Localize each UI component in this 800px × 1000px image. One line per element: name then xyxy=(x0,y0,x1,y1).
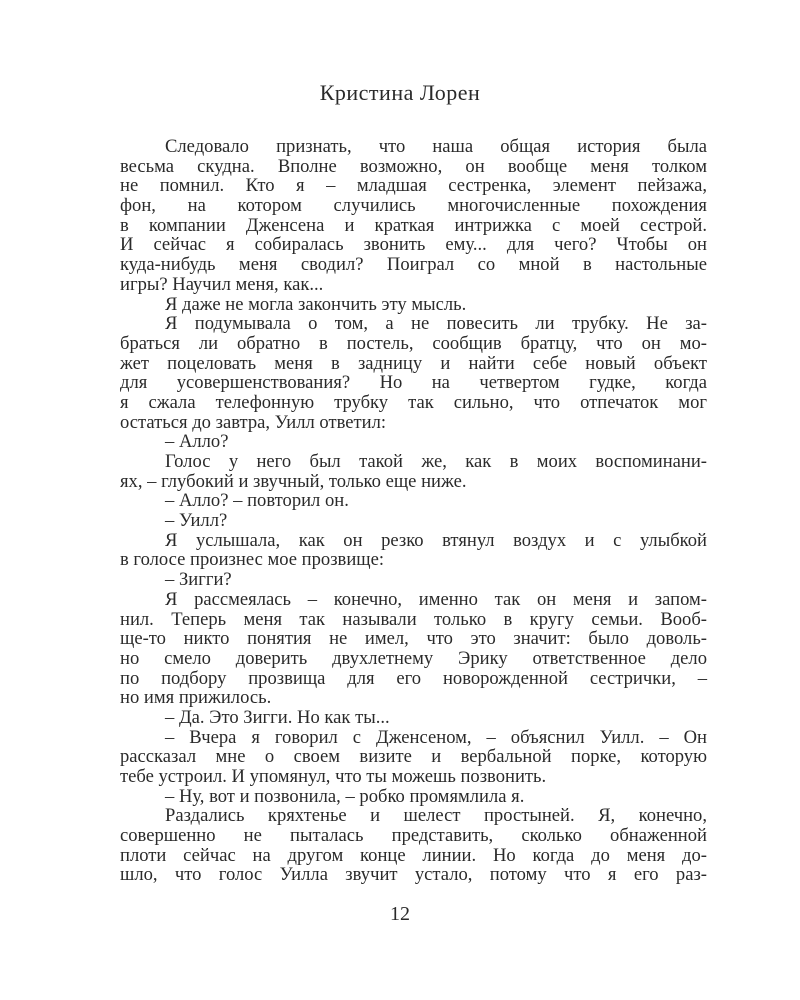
text-line: тебе устроил. И упомянул, что ты можешь позвонить. xyxy=(120,766,547,787)
running-header-author: Кристина Лорен xyxy=(319,80,481,105)
text-line: – Вчера я говорил с Дженсеном, – объяснил Уилл. – Он xyxy=(165,726,707,748)
text-line: но смело доверить двухлетнему Эрику ответственное дело xyxy=(120,647,707,669)
text-line: я сжала телефонную трубку так сильно, что отпечаток мог xyxy=(120,391,707,413)
text-line: весьма скудна. Вполне возможно, он вообще меня толком xyxy=(120,155,707,177)
text-line: – Ну, вот и позвонила, – робко промямлила я. xyxy=(165,785,525,807)
text-line: ще-то никто понятия не имел, что это значит: было доволь- xyxy=(120,628,707,650)
text-line: не помнил. Кто я – младшая сестренка, элемент пейзажа, xyxy=(120,175,707,197)
text-line: остаться до завтра, Уилл ответил: xyxy=(120,411,387,433)
text-line: Следовало признать, что наша общая история была xyxy=(165,136,707,157)
text-line: браться ли обратно в постель, сообщив братцу, что он мо- xyxy=(120,332,707,354)
page-number: 12 xyxy=(390,903,410,925)
text-line: шло, что голос Уилла звучит устало, потому что я его раз- xyxy=(120,864,707,886)
text-line: ях, – глубокий и звучный, только еще ниже. xyxy=(120,470,467,492)
text-line: – Зигги? xyxy=(165,569,232,591)
text-line: – Да. Это Зигги. Но как ты... xyxy=(165,706,390,728)
text-line: Голос у него был такой же, как в моих воспоминани- xyxy=(165,451,707,472)
text-line: совершенно не пыталась представить, сколько обнаженной xyxy=(120,825,707,847)
text-line: в голосе произнес мое прозвище: xyxy=(120,549,385,571)
text-line: Я подумывала о том, а не повесить ли трубку. Не за- xyxy=(165,313,707,335)
text-line: в компании Дженсена и краткая интрижка с моей сестрой. xyxy=(120,214,707,236)
text-line: Я рассмеялась – конечно, именно так он меня и запом- xyxy=(165,588,707,610)
text-line: – Алло? – повторил он. xyxy=(165,490,349,512)
text-line: игры? Научил меня, как... xyxy=(120,273,324,295)
text-line: фон, на котором случились многочисленные похождения xyxy=(120,195,707,217)
body-text xyxy=(120,137,707,885)
text-line: рассказал мне о своем визите и вербальной порке, которую xyxy=(120,746,707,768)
text-line: нил. Теперь меня так называли только в кругу семьи. Вооб- xyxy=(120,608,707,630)
text-line: – Алло? xyxy=(165,431,229,453)
text-line: но имя прижилось. xyxy=(120,687,272,709)
text-line: жет поцеловать меня в задницу и найти себе новый объект xyxy=(120,352,707,374)
text-line: для усовершенствования? Но на четвертом гудке, когда xyxy=(120,372,707,394)
text-line: Я даже не могла закончить эту мысль. xyxy=(165,293,467,315)
text-line: И сейчас я собиралась звонить ему... для чего? Чтобы он xyxy=(120,234,707,256)
text-line: куда-нибудь меня сводил? Поиграл со мной в настольные xyxy=(120,254,707,276)
text-line: плоти сейчас на другом конце линии. Но когда до меня до- xyxy=(120,844,707,866)
text-line: по подбору прозвища для его новорожденной сестрички, – xyxy=(120,667,707,689)
text-line: Раздались кряхтенье и шелест простыней. Я, конечно, xyxy=(165,805,707,827)
text-line: Я услышала, как он резко втянул воздух и с улыбкой xyxy=(165,529,707,551)
text-line: – Уилл? xyxy=(165,510,228,532)
